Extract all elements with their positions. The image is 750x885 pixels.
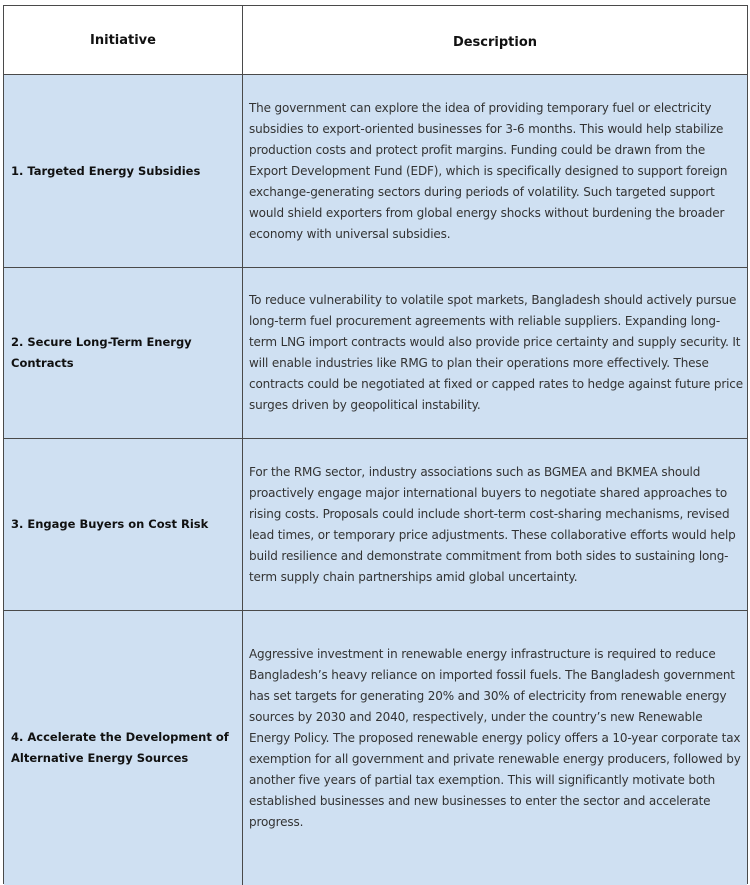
initiative-title: 4. Accelerate the Development of Alternative Energy Sources bbox=[11, 730, 229, 765]
table-row bbox=[4, 268, 747, 439]
initiative-title: 2. Secure Long-Term Energy Contracts bbox=[11, 335, 192, 370]
table-row bbox=[4, 439, 747, 611]
initiative-title: 1. Targeted Energy Subsidies bbox=[11, 163, 201, 178]
initiative-description: Aggressive investment in renewable energy infrastructure is required to reduce Bangladesh’s heavy reliance on imported fossil fuels. The Bangladesh government has set targets for generating 20% and 30% of electricity from renewable energy sources by 2030 and 2040, respectively, under the country’s new Renewable Energy Policy. The proposed renewable energy policy offers a 10-year corporate tax exemption for all government and private renewable energy producers, followed by another five years of partial tax exemption. This will significantly motivate both established businesses and new businesses to enter the sector and accelerate progress. bbox=[249, 646, 741, 829]
initiative-description: For the RMG sector, industry associations such as BGMEA and BKMEA should proactively engage major international buyers to negotiate shared approaches to rising costs. Proposals could include short-term cost-sharing mechanisms, revised lead times, or temporary price adjustments. These collaborative efforts would help build resilience and demonstrate commitment from both sides to sustaining long-term supply chain partnerships amid global uncertainty. bbox=[249, 464, 736, 584]
initiative-cell bbox=[4, 268, 243, 438]
header-description-label: Description bbox=[452, 34, 538, 50]
initiatives-table bbox=[3, 5, 748, 884]
description-cell bbox=[243, 439, 747, 610]
initiative-title: 3. Engage Buyers on Cost Risk bbox=[11, 517, 209, 531]
table-row bbox=[4, 611, 747, 885]
table-header-row bbox=[4, 6, 747, 75]
description-cell bbox=[243, 268, 747, 438]
initiative-cell bbox=[4, 75, 243, 267]
initiative-cell bbox=[4, 439, 243, 610]
initiative-cell bbox=[4, 611, 243, 885]
description-cell bbox=[243, 611, 747, 885]
initiative-description: To reduce vulnerability to volatile spot markets, Bangladesh should actively pursue long-term fuel procurement agreements with reliable suppliers. Expanding long-term LNG import contracts would also provide price certainty and supply security. It will enable industries like RMG to plan their operations more effectively. These contracts could be negotiated at fixed or capped rates to hedge against future price surges driven by geopolitical instability. bbox=[249, 293, 743, 412]
header-cell-description bbox=[243, 6, 747, 74]
header-cell-initiative bbox=[4, 6, 243, 74]
table-row bbox=[4, 75, 747, 268]
header-initiative-label: Initiative bbox=[90, 32, 156, 48]
initiative-description: The government can explore the idea of providing temporary fuel or electricity subsidies to export-oriented businesses for 3-6 months. This would help stabilize production costs and protect profit margins. Funding could be drawn from the Export Development Fund (EDF), which is specifically designed to support foreign exchange-generating sectors during periods of volatility. Such targeted support would shield exporters from global energy shocks without burdening the broader economy with universal subsidies. bbox=[249, 100, 728, 241]
description-cell bbox=[243, 75, 747, 267]
